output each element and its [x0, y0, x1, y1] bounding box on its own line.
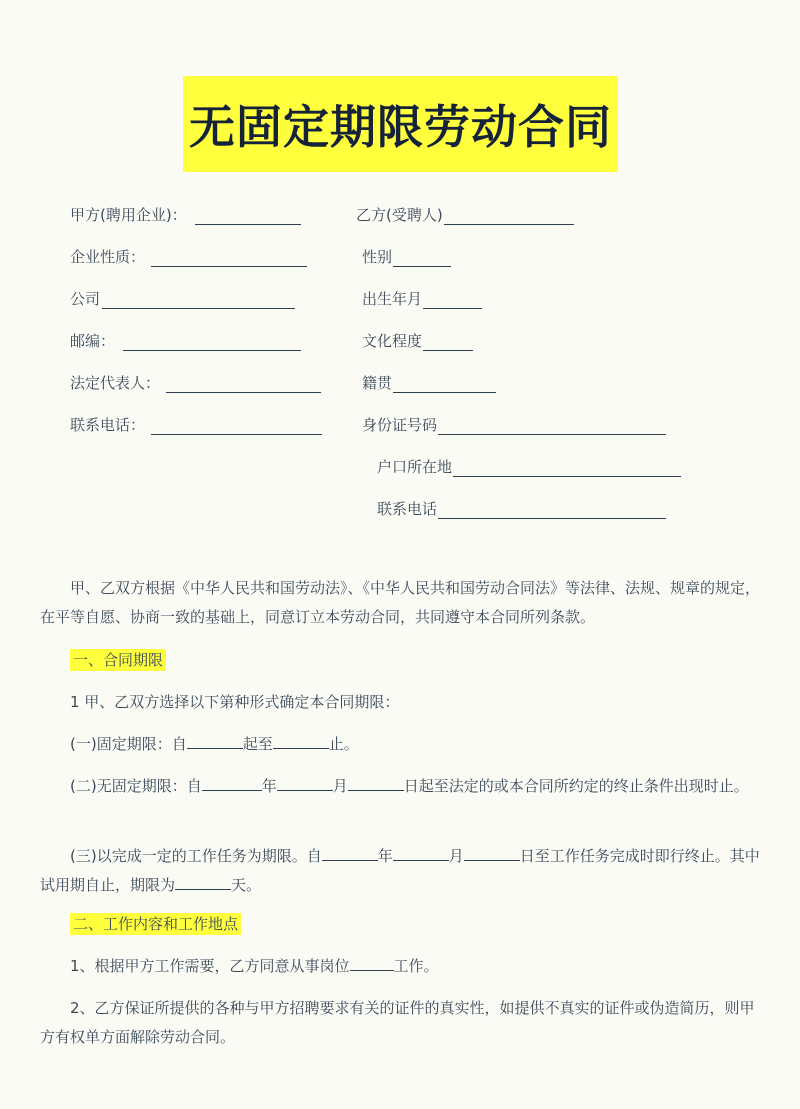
field-label: 公司	[70, 290, 101, 308]
fill-line[interactable]	[166, 376, 321, 393]
paragraph-task-term	[40, 842, 766, 900]
field-birth-date[interactable]	[362, 288, 482, 309]
text: 天。	[231, 876, 262, 894]
contract-title: 无固定期限劳动合同	[189, 100, 612, 154]
section-heading-text: 一、合同期限	[70, 649, 166, 671]
fill-line[interactable]	[187, 733, 243, 749]
title-highlight	[183, 76, 618, 172]
field-label: 联系电话：	[70, 416, 146, 434]
text: 起至	[242, 735, 273, 753]
field-legal-rep[interactable]	[70, 372, 321, 393]
field-id-number[interactable]	[362, 414, 666, 435]
field-label: 甲方(聘用企业)：	[70, 206, 187, 224]
text: 年	[377, 847, 393, 865]
text: 月	[448, 847, 464, 865]
fill-line[interactable]	[175, 874, 231, 890]
field-postcode[interactable]	[70, 330, 301, 351]
text: 1、根据甲方工作需要，乙方同意从事岗位	[70, 957, 350, 975]
fill-line[interactable]	[277, 775, 333, 791]
fill-line[interactable]	[464, 845, 520, 861]
fill-line[interactable]	[273, 733, 329, 749]
section-heading	[70, 646, 166, 675]
fill-line[interactable]	[151, 250, 307, 267]
paragraph-position	[40, 952, 766, 981]
fill-line[interactable]	[195, 208, 301, 225]
paragraph-fixed-term	[40, 730, 766, 759]
field-party-b[interactable]	[356, 204, 574, 225]
field-label: 户口所在地	[377, 458, 453, 476]
fill-line[interactable]	[348, 775, 404, 791]
paragraph-open-term	[40, 772, 766, 801]
intro-paragraph: 甲、乙双方根据《中华人民共和国劳动法》、《中华人民共和国劳动合同法》等法律、法规、规章的规定，在平等自愿、协商一致的基础上，同意订立本劳动合同，共同遵守本合同所列条款。	[40, 579, 761, 626]
field-phone-b[interactable]	[377, 498, 666, 519]
field-enterprise-type[interactable]	[70, 246, 307, 267]
field-native-place[interactable]	[362, 372, 496, 393]
field-phone-a[interactable]	[70, 414, 322, 435]
fill-line[interactable]	[123, 334, 301, 351]
fill-line[interactable]	[444, 208, 574, 225]
field-company[interactable]	[70, 288, 295, 309]
fill-line[interactable]	[438, 418, 666, 435]
field-party-a[interactable]	[70, 204, 301, 225]
fill-line[interactable]	[202, 775, 262, 791]
fill-line[interactable]	[453, 460, 681, 477]
fill-line[interactable]	[102, 292, 295, 309]
field-label: 出生年月	[362, 290, 423, 308]
field-gender[interactable]	[362, 246, 451, 267]
field-label: 身份证号码	[362, 416, 438, 434]
fill-line[interactable]	[423, 292, 482, 309]
fill-line[interactable]	[151, 418, 322, 435]
field-education[interactable]	[362, 330, 473, 351]
section-heading	[70, 910, 241, 939]
text: 月	[332, 777, 348, 795]
text: 日至工作任务完成时即行终止。其中试用期自止，期限为	[40, 847, 760, 894]
fill-line[interactable]	[393, 845, 449, 861]
field-label: 籍贯	[362, 374, 393, 392]
field-label: 联系电话	[377, 500, 438, 518]
field-label: 乙方(受聘人)	[356, 206, 443, 224]
paragraph-documents: 2、乙方保证所提供的各种与甲方招聘要求有关的证件的真实性，如提供不真实的证件或伪造简历，则甲方有权单方面解除劳动合同。	[40, 999, 755, 1046]
fill-line[interactable]	[393, 250, 451, 267]
text: 日起至法定的或本合同所约定的终止条件出现时止。	[403, 777, 749, 795]
field-label: 文化程度	[362, 332, 423, 350]
section-heading-text: 二、工作内容和工作地点	[70, 913, 241, 935]
field-label: 企业性质：	[70, 248, 146, 266]
text: (二)无固定期限：自	[70, 777, 202, 795]
text: (三)以完成一定的工作任务为期限。自	[70, 847, 322, 865]
text: 工作。	[393, 957, 439, 975]
text: 止。	[328, 735, 359, 753]
fill-line[interactable]	[423, 334, 473, 351]
fill-line[interactable]	[350, 955, 394, 971]
field-label: 法定代表人：	[70, 374, 161, 392]
fill-line[interactable]	[393, 376, 496, 393]
text: 年	[261, 777, 277, 795]
fill-line[interactable]	[322, 845, 378, 861]
field-label: 邮编：	[70, 332, 116, 350]
text: (一)固定期限：自	[70, 735, 187, 753]
field-label: 性别	[362, 248, 393, 266]
fill-line[interactable]	[438, 502, 666, 519]
field-household-reg[interactable]	[377, 456, 681, 477]
paragraph: 1 甲、乙双方选择以下第种形式确定本合同期限：	[70, 693, 400, 711]
